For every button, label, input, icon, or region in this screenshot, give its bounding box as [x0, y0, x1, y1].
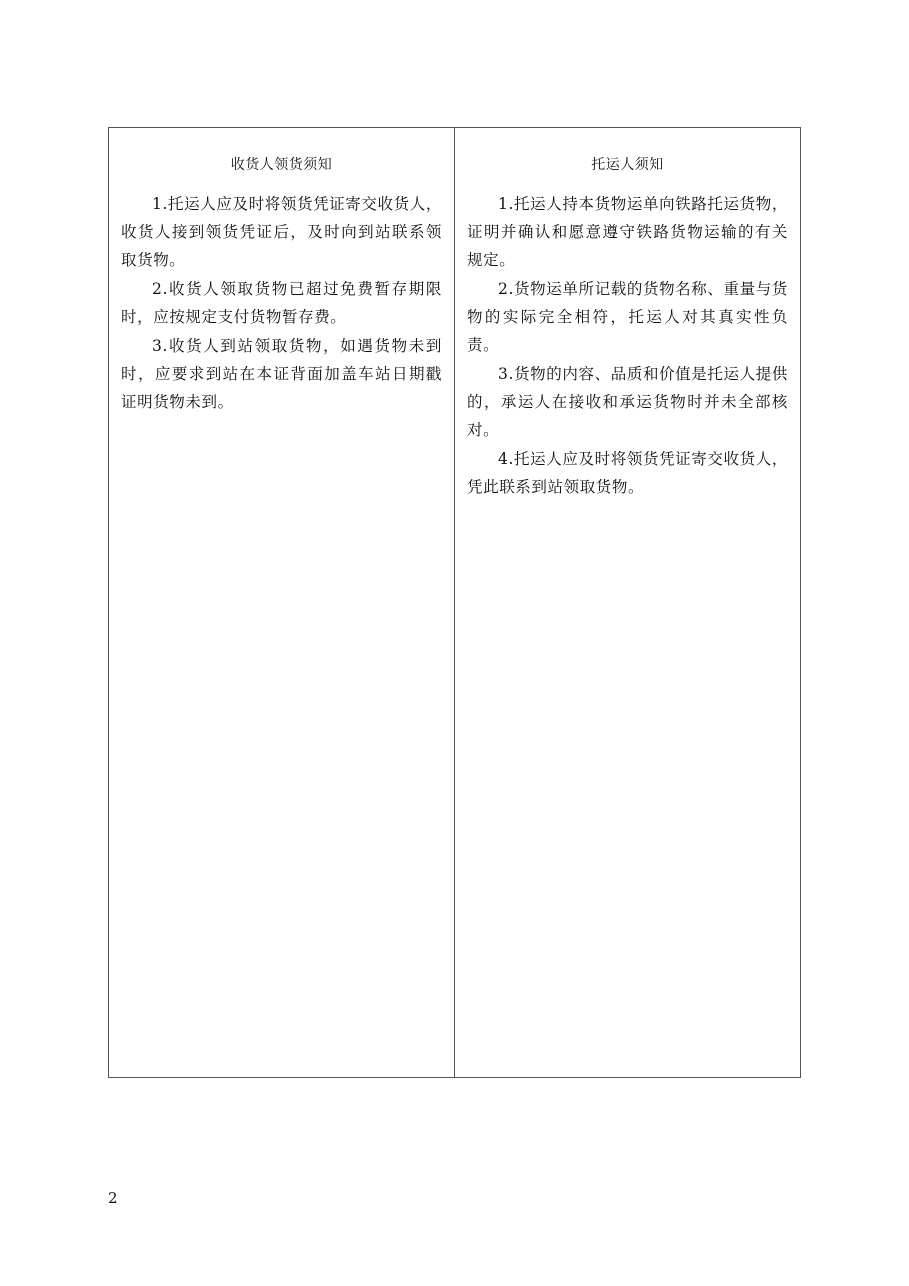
- consignee-notice-item: 1.托运人应及时将领货凭证寄交收货人，收货人接到领货凭证后，及时向到站联系领取货物。: [121, 195, 442, 269]
- notice-table: [108, 127, 801, 1078]
- shipper-notice-item: 2.货物运单所记载的货物名称、重量与货物的实际完全相符，托运人对其真实性负责。: [467, 280, 788, 354]
- consignee-notice-title: 收货人领货须知: [230, 157, 333, 173]
- shipper-notice-column: [454, 128, 800, 1077]
- page-number: 2: [108, 1189, 118, 1207]
- shipper-notice-title: 托运人须知: [591, 157, 664, 173]
- shipper-notice-item: 3.货物的内容、品质和价值是托运人提供的，承运人在接收和承运货物时并未全部核对。: [467, 365, 788, 439]
- consignee-notice-item: 3.收货人到站领取货物，如遇货物未到时，应要求到站在本证背面加盖车站日期戳证明货物未到。: [121, 337, 442, 411]
- consignee-notice-item: 2.收货人领取货物已超过免费暂存期限时，应按规定支付货物暂存费。: [121, 280, 442, 326]
- shipper-notice-item: 1.托运人持本货物运单向铁路托运货物，证明并确认和愿意遵守铁路货物运输的有关规定。: [467, 195, 788, 269]
- consignee-notice-column: [109, 128, 454, 1077]
- shipper-notice-item: 4.托运人应及时将领货凭证寄交收货人，凭此联系到站领取货物。: [467, 450, 788, 496]
